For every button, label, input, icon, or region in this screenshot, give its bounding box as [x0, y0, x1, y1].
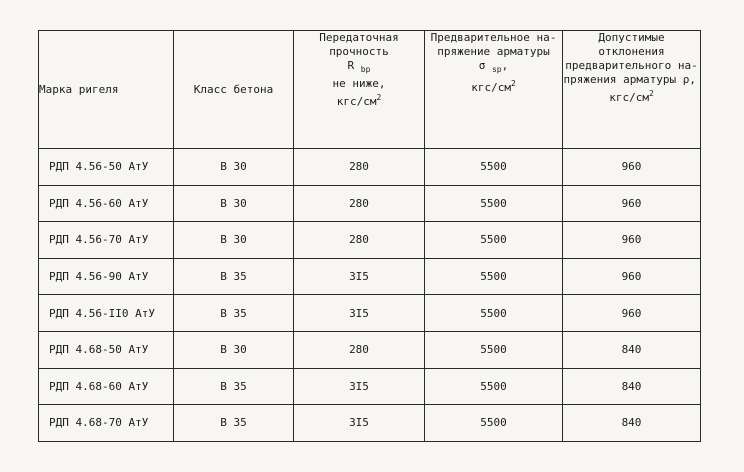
header-strength-subscript: bp: [360, 65, 371, 74]
header-prestress-symbol-line: σ $_{sp}$,: [478, 59, 509, 74]
cell-strength: 3I5: [294, 295, 425, 332]
header-deviation-line1: Допустимые отклонения: [598, 31, 665, 58]
header-concrete-class: [174, 31, 294, 149]
cell-mark: РДП 4.56-50 АтУ: [39, 149, 174, 186]
cell-prestress: 5500: [425, 185, 563, 222]
header-strength-line1: Передаточная прочность: [319, 31, 399, 58]
table-row: [39, 222, 701, 259]
cell-mark: РДП 4.56-60 АтУ: [39, 185, 174, 222]
table-row: [39, 331, 701, 368]
header-concrete-class-label: Класс бетона: [193, 82, 274, 96]
cell-concrete-class: В 30: [174, 331, 294, 368]
cell-deviation: 840: [563, 331, 701, 368]
header-deviation-symbol: ρ,: [682, 73, 696, 86]
table-row: [39, 185, 701, 222]
cell-concrete-class: В 35: [174, 368, 294, 405]
header-strength-unit: кгс/см: [336, 95, 377, 108]
table-row: [39, 295, 701, 332]
cell-strength: 3I5: [294, 405, 425, 442]
header-prestress-unit-line: [425, 77, 562, 95]
header-deviation-line2: предварительного на-: [565, 59, 698, 72]
header-prestress-symbol: σ: [478, 59, 486, 72]
header-prestress-unit: кгс/см: [471, 81, 511, 94]
cell-prestress: 5500: [425, 149, 563, 186]
cell-strength: 280: [294, 149, 425, 186]
header-strength-unit-power: 2: [376, 93, 382, 102]
cell-deviation: 960: [563, 295, 701, 332]
header-strength-line3: не ниже,: [332, 77, 386, 90]
header-deviation: [563, 31, 701, 149]
header-prestress-subscript: sp: [491, 65, 502, 74]
header-deviation-unit-line: [563, 87, 700, 105]
cell-deviation: 960: [563, 222, 701, 259]
cell-strength: 3I5: [294, 368, 425, 405]
table-row: [39, 149, 701, 186]
header-strength-unit-line: [294, 91, 424, 109]
header-strength-symbol-line: [294, 59, 424, 77]
cell-prestress: 5500: [425, 295, 563, 332]
header-mark-label: Марка ригеля: [39, 82, 119, 96]
cell-deviation: 960: [563, 185, 701, 222]
cell-prestress: 5500: [425, 368, 563, 405]
header-strength-symbol: R: [347, 59, 355, 72]
cell-mark: РДП 4.68-60 АтУ: [39, 368, 174, 405]
cell-prestress: 5500: [425, 222, 563, 259]
cell-mark: РДП 4.68-50 АтУ: [39, 331, 174, 368]
table-row: [39, 405, 701, 442]
header-deviation-line3: [563, 73, 700, 87]
header-mark: [39, 31, 174, 149]
header-deviation-unit: кгс/см: [609, 91, 649, 104]
cell-strength: 3I5: [294, 258, 425, 295]
header-prestress: [425, 31, 563, 149]
table-header-row: [39, 31, 701, 149]
cell-concrete-class: В 30: [174, 185, 294, 222]
table-row: [39, 368, 701, 405]
cell-mark: РДП 4.68-70 АтУ: [39, 405, 174, 442]
cell-mark: РДП 4.56-70 АтУ: [39, 222, 174, 259]
header-prestress-unit-power: 2: [510, 79, 516, 88]
cell-mark: РДП 4.56-90 АтУ: [39, 258, 174, 295]
cell-concrete-class: В 35: [174, 405, 294, 442]
header-strength: [294, 31, 425, 149]
cell-deviation: 840: [563, 368, 701, 405]
cell-concrete-class: В 35: [174, 295, 294, 332]
cell-mark: РДП 4.56-II0 АтУ: [39, 295, 174, 332]
cell-deviation: 840: [563, 405, 701, 442]
cell-concrete-class: В 30: [174, 149, 294, 186]
header-prestress-line2: пряжение арматуры: [437, 45, 550, 58]
cell-concrete-class: В 35: [174, 258, 294, 295]
cell-strength: 280: [294, 222, 425, 259]
cell-deviation: 960: [563, 258, 701, 295]
cell-prestress: 5500: [425, 258, 563, 295]
cell-prestress: 5500: [425, 405, 563, 442]
header-deviation-unit-power: 2: [648, 89, 654, 98]
cell-concrete-class: В 30: [174, 222, 294, 259]
cell-prestress: 5500: [425, 331, 563, 368]
header-prestress-line1: Предварительное на-: [430, 31, 557, 44]
table-row: [39, 258, 701, 295]
cell-strength: 280: [294, 331, 425, 368]
header-deviation-line3-text: пряжения арматуры: [563, 73, 677, 86]
girder-spec-table: [38, 30, 701, 442]
cell-deviation: 960: [563, 149, 701, 186]
cell-strength: 280: [294, 185, 425, 222]
